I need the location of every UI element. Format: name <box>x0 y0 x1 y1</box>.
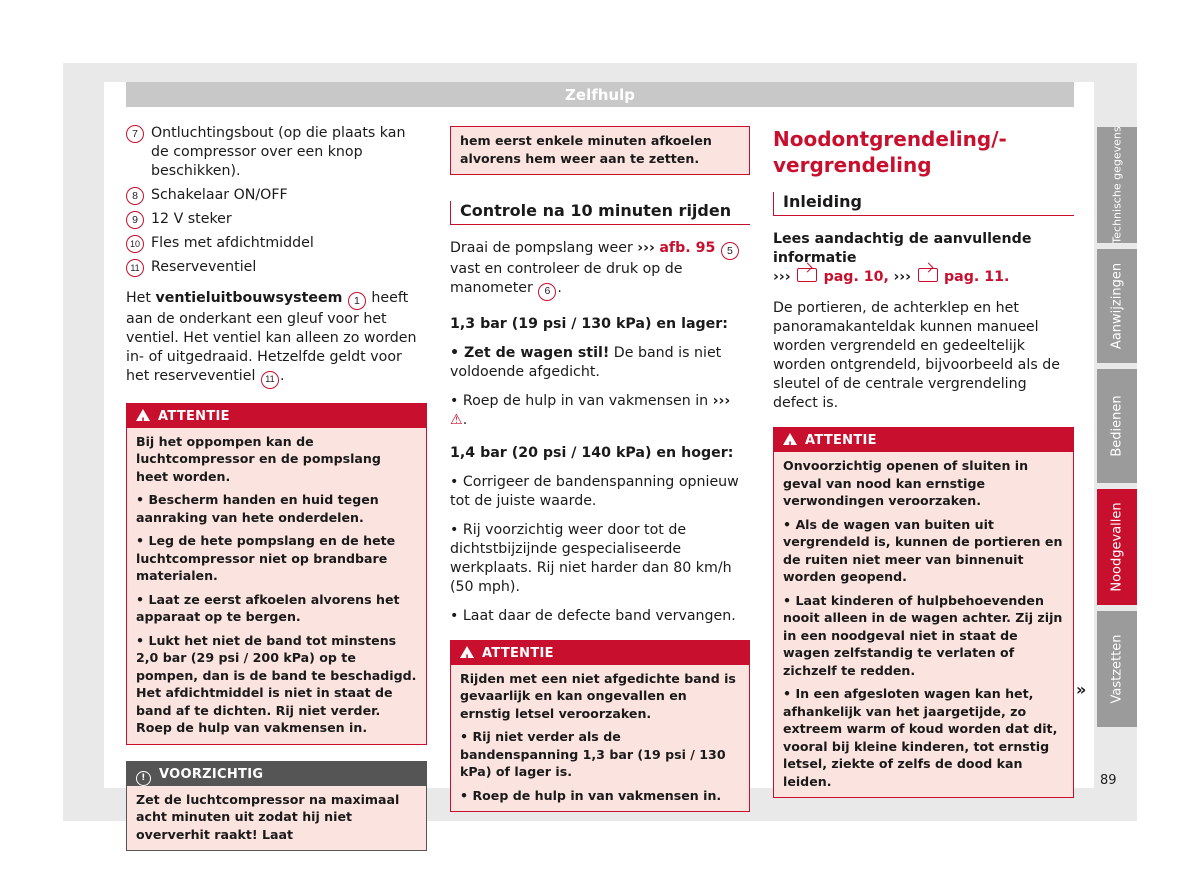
callout-number: 6 <box>538 283 556 301</box>
book-reference-icon <box>797 268 817 282</box>
bullet-item: • Laat daar de defecte band vervangen. <box>450 607 750 626</box>
bullet-item: • Corrigeer de bandenspanning opnieuw tot de juiste waarde. <box>450 473 750 511</box>
figure-reference: afb. 95 <box>659 240 716 256</box>
tab-aanwijzingen[interactable]: Aanwijzingen <box>1097 249 1137 363</box>
page-reference[interactable]: pag. 11. <box>944 269 1010 285</box>
callout-number: 8 <box>126 187 144 205</box>
list-item <box>126 186 427 205</box>
list-item <box>126 234 427 253</box>
callout-number: 11 <box>126 259 144 277</box>
component-list <box>126 124 427 277</box>
page-header: Zelfhulp <box>126 82 1074 107</box>
warning-box: !ATTENTIE Onvoorzichtig openen of sluiten in geval van nood kan ernstige verwondingen veroorzaken. • Als de wagen van buiten uit vergrendeld is, kunnen de portieren en de ruiten niet meer van binnenuit worden geopend. • Laat kinderen of hulpbehoevenden nooit alleen in de wagen achter. Zij zijn in een noodgeval niet in staat de wagen zelfstandig te verlaten of zichzelf te redden. • In een afgesloten wagen kan het, afhankelijk van het jaargetijde, zo extreem warm of koud worden dat dit, vooral bij kleine kinderen, tot ernstig letsel, ziekte of zelfs de dood kan leiden. <box>773 427 1074 798</box>
callout-number: 11 <box>261 371 279 389</box>
callout-number: 7 <box>126 125 144 143</box>
bullet-item: • Rij voorzichtig weer door tot de dichtstbijzijnde gespecialiseerde werkplaats. Rij niet harder dan 80 km/h (50 mph). <box>450 521 750 597</box>
callout-number: 10 <box>126 235 144 253</box>
chapter-title: Noodontgrendeling/-vergrendeling <box>773 127 1007 177</box>
subheading: 1,4 bar (20 psi / 140 kPa) en hoger: <box>450 444 734 461</box>
warning-header: !ATTENTIE <box>127 404 426 428</box>
list-item-text: Schakelaar ON/OFF <box>151 187 288 203</box>
column-1 <box>126 124 427 851</box>
exclamation-circle-icon: ! <box>136 771 151 786</box>
continued-caution-box: hem eerst enkele minuten afkoelen alvorens hem weer aan te zetten. <box>450 126 750 175</box>
tab-technische-gegevens[interactable]: Technische gegevens <box>1097 127 1137 243</box>
tab-vastzetten[interactable]: Vastzetten <box>1097 611 1137 727</box>
caution-box: ! VOORZICHTIG Zet de luchtcompressor na maximaal acht minuten uit zodat hij niet oververhit raakt! Laat <box>126 761 427 852</box>
list-item <box>126 124 427 181</box>
book-reference-icon <box>918 268 938 282</box>
column-3 <box>773 124 1074 812</box>
section-heading: Inleiding <box>773 192 1074 216</box>
list-item <box>126 258 427 277</box>
warning-symbol-icon: ⚠ <box>450 411 463 428</box>
callout-number: 5 <box>721 242 739 260</box>
page-number: 89 <box>1100 773 1117 788</box>
list-item <box>126 210 427 229</box>
valve-paragraph: Het ventieluitbouwsysteem 1 heeft aan de onderkant een gleuf voor het ventiel. Het ventiel kan alleen zo worden in- of uitgedraaid. Hetzelfde geldt voor het reserveventiel 11 . <box>126 289 427 389</box>
warning-header: !ATTENTIE <box>774 428 1073 452</box>
list-item-text: 12 V steker <box>151 211 232 227</box>
lead-paragraph: Lees aandachtig de aanvullende informatie ››› pag. 10, ››› pag. 11. <box>773 231 1032 285</box>
list-item-text: Fles met afdichtmiddel <box>151 235 314 251</box>
list-item-text: Ontluchtingsbout (op die plaats kan de compressor over een knop beschikken). <box>151 125 406 179</box>
bullet-item: • Roep de hulp in van vakmensen in ››› ⚠. <box>450 392 750 430</box>
continue-arrow-icon: » <box>1076 680 1087 699</box>
callout-number: 1 <box>348 292 366 310</box>
body-paragraph: De portieren, de achterklep en het panoramakanteldak kunnen manueel worden vergrendeld en gedeeltelijk worden ontgrendeld, bijvoorbeeld als de sleutel of de centrale vergrendeling defect is. <box>773 300 1060 411</box>
section-heading: Controle na 10 minuten rijden <box>450 201 750 225</box>
warning-header: !ATTENTIE <box>451 641 749 665</box>
check-intro: Draai de pompslang weer ››› afb. 95 5 vast en controleer de druk op de manometer 6 . <box>450 239 750 301</box>
page-reference[interactable]: pag. 10, <box>823 269 889 285</box>
bullet-item: • Zet de wagen stil! De band is niet voldoende afgedicht. <box>450 344 750 382</box>
subheading: 1,3 bar (19 psi / 130 kPa) en lager: <box>450 315 728 332</box>
warning-box: !ATTENTIE Bij het oppompen kan de luchtcompressor en de pompslang heet worden. • Bescherm handen en huid tegen aanraking van hete onderdelen. • Leg de hete pompslang en de hete luchtcompressor niet op brandbare materialen. • Laat ze eerst afkoelen alvorens het apparaat op te bergen. • Lukt het niet de band tot minstens 2,0 bar (29 psi / 200 kPa) op te pompen, dan is de band te beschadigd. Het afdichtmiddel is niet in staat de band af te dichten. Rij niet verder. Roep de hulp van vakmensen in. <box>126 403 427 745</box>
warning-triangle-icon <box>460 646 474 658</box>
list-item-text: Reserveventiel <box>151 259 257 275</box>
tab-bedienen[interactable]: Bedienen <box>1097 369 1137 483</box>
warning-box: !ATTENTIE Rijden met een niet afgedichte band is gevaarlijk en kan ongevallen en ernstig letsel veroorzaken. • Rij niet verder als de bandenspanning 1,3 bar (19 psi / 130 kPa) of lager is. • Roep de hulp in van vakmensen in. <box>450 640 750 813</box>
callout-number: 9 <box>126 211 144 229</box>
tab-noodgevallen[interactable]: Noodgevallen <box>1097 489 1137 605</box>
caution-header: ! VOORZICHTIG <box>127 762 426 786</box>
column-2 <box>450 124 750 826</box>
warning-triangle-icon <box>136 409 150 421</box>
warning-triangle-icon <box>783 433 797 445</box>
